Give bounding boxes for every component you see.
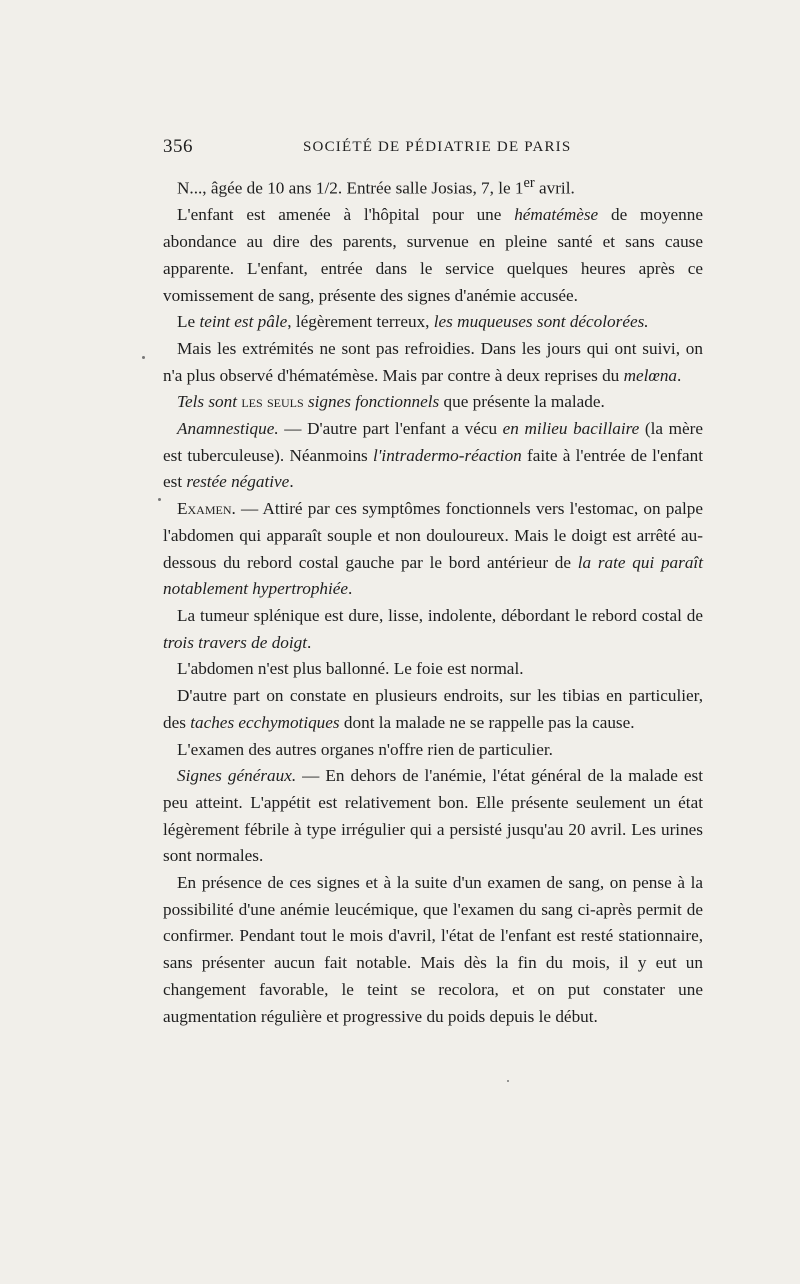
text-run: , légèrement terreux, <box>287 312 434 332</box>
text-run: l'intradermo-réaction <box>372 445 522 465</box>
paragraph-autres-organes <box>163 737 703 764</box>
page-header <box>163 136 703 162</box>
text-run: — En dehors de l'anémie, l'état général de la malade est peu atteint. L'appétit est relativement bon. Elle présente seulement un état légèrement fébrile à type irrégulier qui a persisté jusqu'au 20 avril. Les urines sont normales. <box>163 766 703 866</box>
text-run: . <box>677 365 682 385</box>
text-run: En présence de ces signes et à la suite d'un examen de sang, on pense à la possibilité d'une anémie leucémique, que l'examen du sang ci-après permit de confirmer. Pendant tout le mois d'avril, l'état de l'enfant est resté stationnaire, sans présenter aucun fait notable. Mais dès la fin du mois, il y eut un changement favorable, le teint se recolora, et on put constater une augmentation régulière et progressive du poids depuis le début. <box>163 873 703 1026</box>
running-title: SOCIÉTÉ DE PÉDIATRIE DE PARIS <box>303 139 572 155</box>
text-run: taches ecchymotiques <box>190 712 340 732</box>
text-run: avril. <box>534 178 575 198</box>
text-run: L'examen des autres organes n'offre rien de particulier. <box>177 739 553 759</box>
text-run: signes fonctionnels <box>307 392 440 412</box>
paragraph-intro <box>163 170 703 202</box>
text-run: . — Attiré par ces symptômes fonctionnels vers l'estomac, on palpe l'abdomen qui apparaît souple et non douloureux. Mais le doigt est arrêté au-dessous du rebord costal gauche par le bord antérieur de <box>163 499 703 572</box>
text-run: restée négative <box>186 472 290 492</box>
paragraph-anamnestique <box>163 416 703 496</box>
text-run: La tumeur splénique est dure, lisse, indolente, débordant le rebord costal de <box>177 605 703 625</box>
text-run: Signes généraux. <box>177 766 297 786</box>
text-run: Tels sont <box>177 392 238 412</box>
text-run: Examen <box>177 499 232 519</box>
text-run: L'enfant est amenée à l'hôpital pour une <box>177 205 515 225</box>
paragraph-taches <box>163 683 703 736</box>
paragraph-signes-generaux <box>163 763 703 870</box>
text-run: les seuls <box>241 392 304 412</box>
body-text <box>163 170 703 1030</box>
text-run: melœna <box>623 365 678 385</box>
paragraph-extremites <box>163 336 703 389</box>
paragraph-signes-fonctionnels <box>163 389 703 416</box>
text-run: les muqueuses sont décolorées. <box>433 312 649 332</box>
text-run: . <box>289 472 294 492</box>
paragraph-conclusion <box>163 870 703 1030</box>
text-run: . <box>348 579 353 599</box>
text-run: (la mère est tuberculeuse). Néanmoins <box>163 419 703 465</box>
print-speck <box>158 498 161 501</box>
text-run: Le <box>177 312 200 332</box>
text-run: Mais les extrémités ne sont pas refroidies. Dans les jours qui ont suivi, on n'a plus observé d'hématémèse. Mais par contre à deux reprises du <box>163 338 703 385</box>
paragraph-examen <box>163 496 703 603</box>
text-run: er <box>523 175 535 191</box>
page-number: 356 <box>163 136 193 157</box>
text-run: L'abdomen n'est plus ballonné. Le foie est normal. <box>177 659 524 679</box>
text-run: en milieu bacillaire <box>502 419 640 439</box>
paragraph-tumeur <box>163 603 703 656</box>
print-speck <box>507 1080 509 1082</box>
text-run: hématémèse <box>514 205 599 225</box>
paragraph-hematemese <box>163 202 703 309</box>
text-run: de moyenne abondance au dire des parents, survenue en pleine santé et sans cause apparente. L'enfant, entrée dans le service quelques heures après ce vomissement de sang, présente des signes d'anémie accusée. <box>163 205 703 305</box>
text-run: faite à l'entrée de l'enfant est <box>163 445 703 492</box>
paragraph-abdomen <box>163 656 703 683</box>
text-run: N..., âgée de 10 ans 1/2. Entrée salle Josias, 7, le 1 <box>177 178 524 198</box>
text-run: D'autre part on constate en plusieurs endroits, sur les tibias en particulier, des <box>163 686 703 732</box>
text-run: dont la malade ne se rappelle pas la cause. <box>339 712 635 732</box>
text-run: Anamnestique. <box>177 419 279 439</box>
text-run: . <box>307 632 312 652</box>
paragraph-teint <box>163 309 703 336</box>
print-speck <box>142 356 145 359</box>
text-run: que présente la malade. <box>439 392 605 412</box>
text-run: la rate qui paraît notablement hypertrophiée <box>163 552 703 599</box>
text-run: teint est pâle <box>199 312 288 332</box>
text-run: trois travers de doigt <box>163 632 308 652</box>
text-run: — D'autre part l'enfant a vécu <box>278 419 503 439</box>
